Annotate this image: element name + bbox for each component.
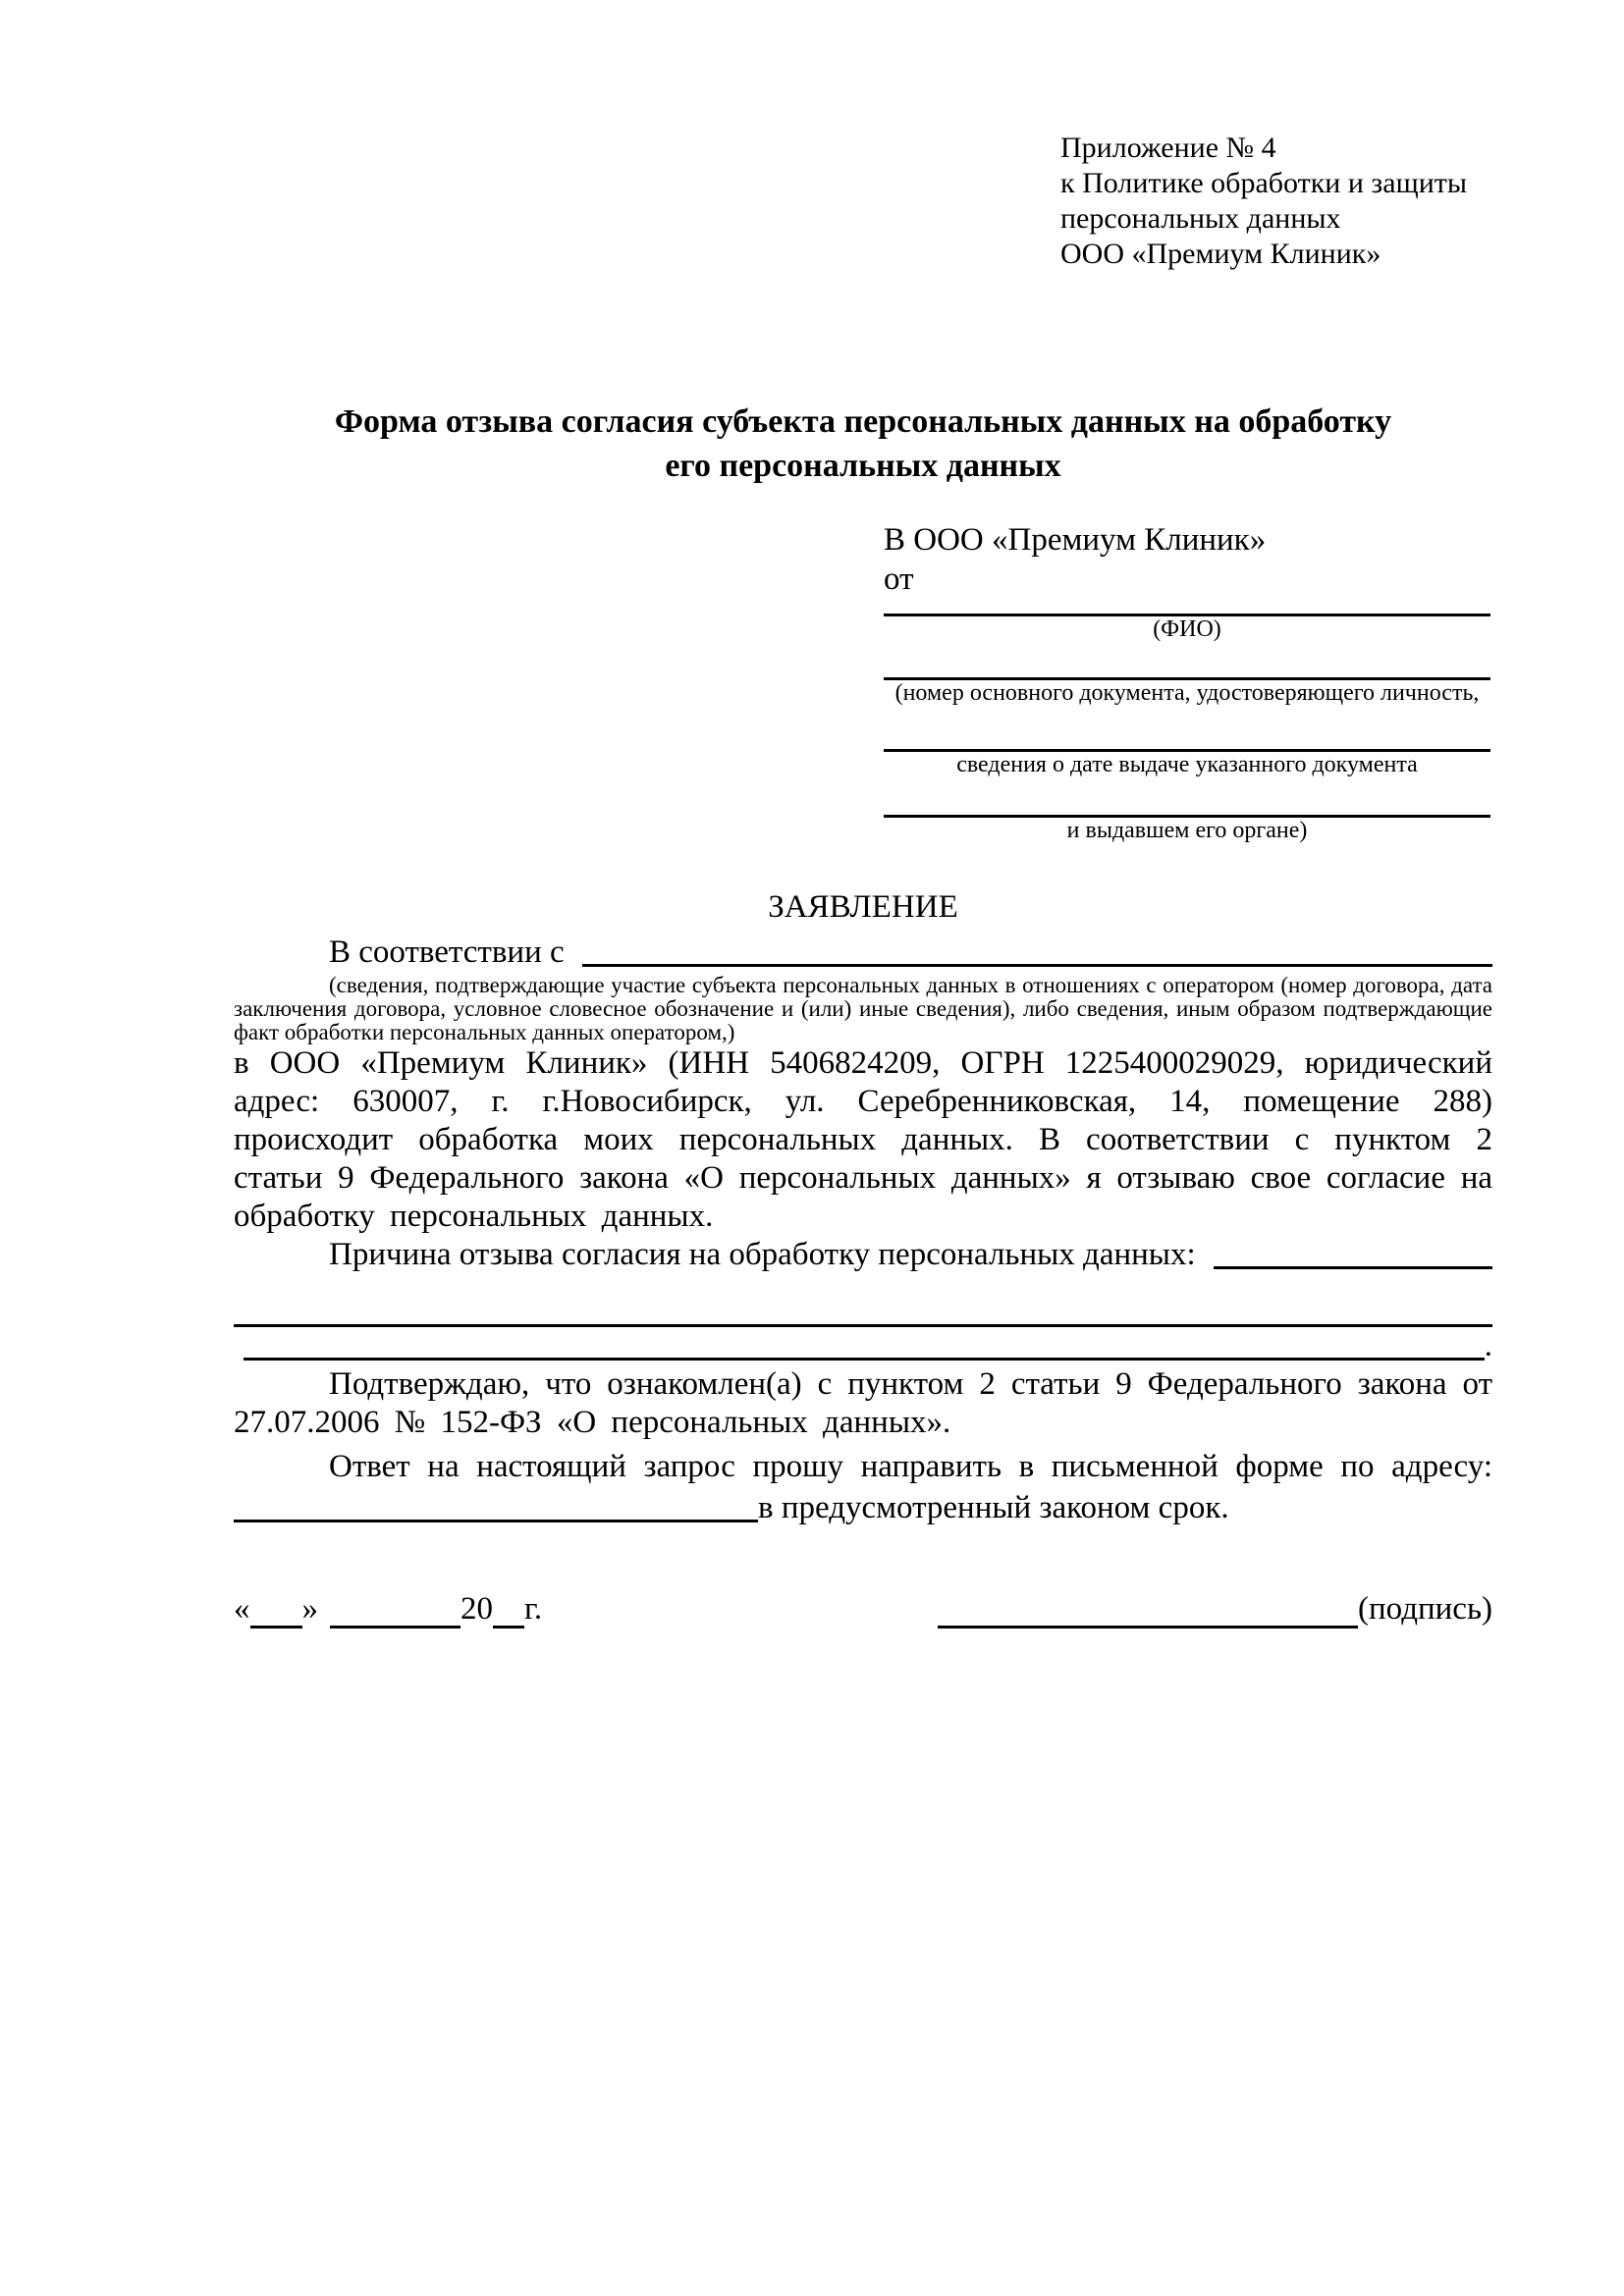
- reason-label: Причина отзыва согласия на обработку персональных данных:: [329, 1237, 1204, 1272]
- confirmation-text: Подтверждаю, что ознакомлен(а) с пунктом 2 статьи 9 Федерального закона от 27.07.2006 № 152-ФЗ «О персональных данных».: [234, 1366, 1492, 1440]
- intro-footnote: (сведения, подтверждающие участие субъекта персональных данных в отношениях с оператором (номер договора, дата заключения договора, условное словесное обозначение и (или) иные сведения), либо сведения, иным образом подтверждающие факт обработки персональных данных оператором,): [234, 973, 1492, 1044]
- reply-address-line: [234, 1489, 1492, 1527]
- date-year-input-line[interactable]: [493, 1588, 524, 1629]
- appendix-note-line: к Политике обработки и защиты: [1060, 167, 1468, 199]
- date-day-input-line[interactable]: [250, 1588, 302, 1629]
- signature-label: (подпись): [1358, 1591, 1492, 1627]
- appendix-note: [1060, 131, 1492, 272]
- address-input-line[interactable]: [234, 1489, 758, 1522]
- form-title: [234, 400, 1492, 488]
- date-year-prefix: 20: [460, 1591, 493, 1627]
- appendix-note-line: персональных данных: [1060, 202, 1341, 235]
- appendix-note-line: ООО «Премиум Клиник»: [1060, 238, 1381, 270]
- issue-date-field-label: сведения о дате выдаче указанного документа: [956, 752, 1418, 777]
- form-title-line: Форма отзыва согласия субъекта персональных данных на обработку: [334, 403, 1392, 440]
- signature-row: [234, 1588, 1492, 1629]
- signature-field: [938, 1588, 1492, 1629]
- reason-line: [234, 1236, 1492, 1274]
- date-quote-close: »: [301, 1591, 318, 1627]
- reason-input-line-3[interactable]: [244, 1327, 1485, 1361]
- date-year-suffix: г.: [524, 1591, 543, 1627]
- intro-lead-text: В соответствии с: [329, 934, 572, 970]
- addressee-from-label: от: [884, 561, 914, 597]
- reply-request-text: Ответ на настоящий запрос прошу направить в письменной форме по адресу:: [329, 1449, 1492, 1484]
- date-field: [234, 1588, 542, 1629]
- signature-input-line[interactable]: [938, 1588, 1358, 1629]
- addressee-block: [884, 520, 1490, 844]
- reason-input-line[interactable]: [1214, 1236, 1492, 1269]
- document-number-field-label: (номер основного документа, удостоверяющего личность,: [894, 680, 1480, 706]
- appendix-note-line: Приложение № 4: [1060, 132, 1276, 164]
- intro-line: [234, 933, 1492, 972]
- issue-date-input-line[interactable]: [884, 707, 1490, 752]
- document-number-input-line[interactable]: [884, 643, 1490, 680]
- reason-line-3: [234, 1327, 1492, 1365]
- statement-heading: ЗАЯВЛЕНИЕ: [768, 889, 958, 925]
- reason-period: .: [1484, 1328, 1492, 1363]
- date-quote-open: «: [234, 1591, 250, 1627]
- fio-field-label: (ФИО): [1153, 616, 1221, 642]
- reply-tail-text: в предусмотренный законом срок.: [758, 1490, 1229, 1525]
- grounds-input-line[interactable]: [582, 933, 1492, 967]
- issuing-authority-input-line[interactable]: [884, 778, 1490, 818]
- statement-body: в ООО «Премиум Клиник» (ИНН 5406824209, ОГРН 1225400029029, юридический адрес: 630007, г. г.Новосибирск, ул. Серебренниковская, 14, помещение 288) происходит обработка моих персональных данных. В соответствии с пунктом 2 статьи 9 Федерального закона «О персональных данных» я отзываю свое согласие на обработку персональных данных.: [234, 1045, 1492, 1234]
- fio-input-line[interactable]: [884, 599, 1490, 616]
- issuing-authority-field-label: и выдавшем его органе): [1066, 818, 1308, 843]
- form-title-line: его персональных данных: [665, 448, 1061, 484]
- addressee-to: В ООО «Премиум Клиник»: [884, 522, 1267, 558]
- date-month-input-line[interactable]: [330, 1588, 460, 1629]
